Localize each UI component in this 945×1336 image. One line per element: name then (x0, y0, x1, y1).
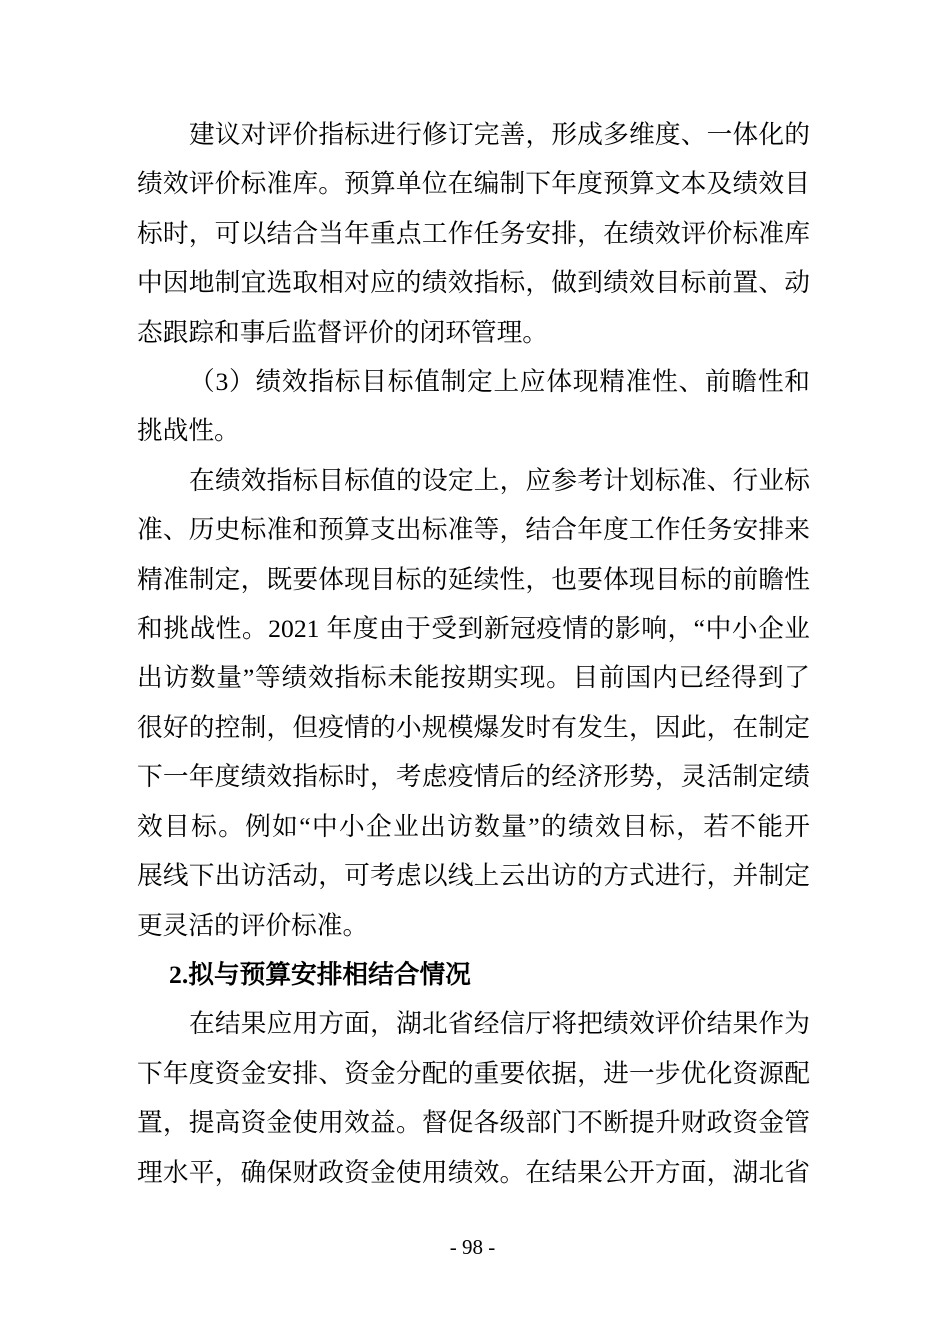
text-line: （3）绩效指标目标值制定上应体现精准性、前瞻性和 (189, 367, 810, 397)
text-line: 很好的控制，但疫情的小规模爆发时有发生，因此，在制定 (137, 712, 810, 742)
text-line: 和挑战性。2021 年度由于受到新冠疫情的影响，“中小企业 (137, 614, 810, 644)
text-line: 标时，可以结合当年重点工作任务安排，在绩效评价标准库 (137, 218, 810, 248)
text-line: 挑战性。 (137, 416, 240, 446)
text-line: 更灵活的评价标准。 (137, 910, 369, 940)
text-line: 理水平，确保财政资金使用绩效。在结果公开方面，湖北省 (137, 1157, 810, 1187)
text-line: 展线下出访活动，可考虑以线上云出访的方式进行，并制定 (137, 861, 810, 891)
text-line: 绩效评价标准库。预算单位在编制下年度预算文本及绩效目 (137, 169, 810, 199)
text-line: 建议对评价指标进行修订完善，形成多维度、一体化的 (189, 120, 810, 149)
page-number: - 98 - (449, 1235, 496, 1259)
text-line: 出访数量”等绩效指标未能按期实现。目前国内已经得到了 (137, 663, 810, 693)
section-heading: 2.拟与预算安排相结合情况 (169, 959, 471, 989)
text-line: 中因地制宜选取相对应的绩效指标，做到绩效目标前置、动 (137, 268, 810, 298)
text-line: 准、历史标准和预算支出标准等，结合年度工作任务安排来 (137, 515, 810, 545)
document-body (137, 110, 810, 1197)
text-line: 在结果应用方面，湖北省经信厅将把绩效评价结果作为 (189, 1009, 810, 1039)
text-line: 下一年度绩效指标时，考虑疫情后的经济形势，灵活制定绩 (137, 762, 810, 792)
text-line: 态跟踪和事后监督评价的闭环管理。 (137, 317, 548, 347)
text-line: 下年度资金安排、资金分配的重要依据，进一步优化资源配 (137, 1058, 810, 1088)
text-line: 在绩效指标目标值的设定上，应参考计划标准、行业标 (189, 465, 810, 495)
text-line: 置，提高资金使用效益。督促各级部门不断提升财政资金管 (137, 1108, 810, 1138)
text-line: 效目标。例如“中小企业出访数量”的绩效目标，若不能开 (137, 811, 810, 841)
text-line: 精准制定，既要体现目标的延续性，也要体现目标的前瞻性 (137, 564, 810, 594)
